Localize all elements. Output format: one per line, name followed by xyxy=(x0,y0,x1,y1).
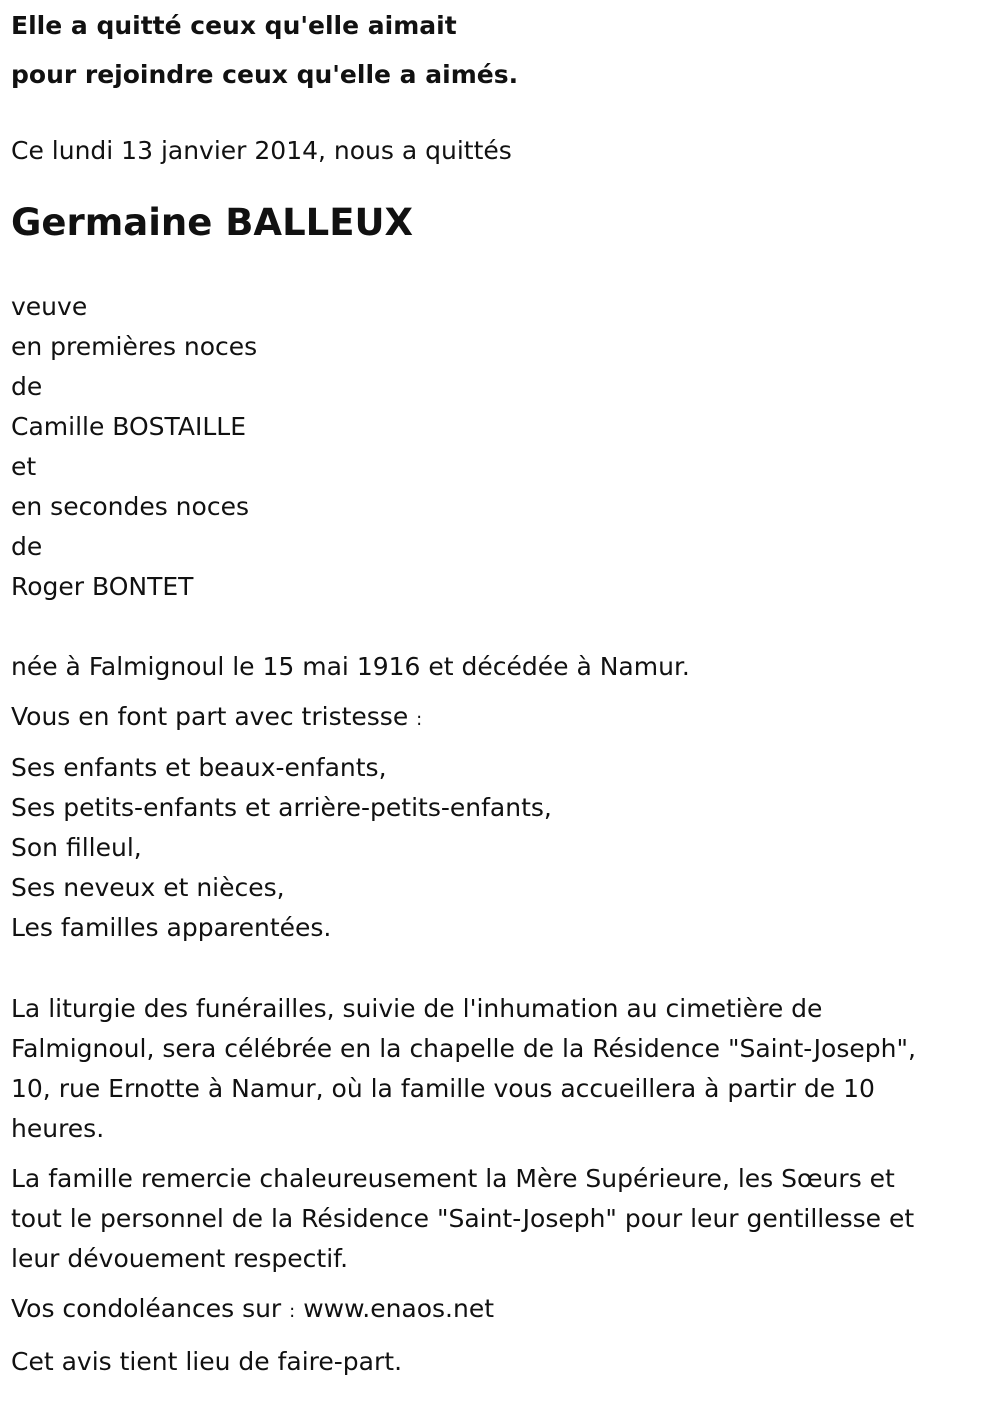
epitaph-quote xyxy=(11,1,986,99)
funeral-line: La liturgie des funérailles, suivie de l'inhumation au cimetière de xyxy=(11,994,823,1023)
family-list xyxy=(11,748,986,948)
marriage-line: de xyxy=(11,372,43,401)
funeral-line: Falmignoul, sera célébrée en la chapelle de la Résidence "Saint-Joseph", xyxy=(11,1034,916,1063)
closing-line: Cet avis tient lieu de faire-part. xyxy=(11,1347,403,1376)
condolences-colon: : xyxy=(289,1301,296,1322)
obituary-notice xyxy=(11,0,986,1382)
intro-line: Ce lundi 13 janvier 2014, nous a quittés xyxy=(11,136,512,165)
family-line: Les familles apparentées. xyxy=(11,913,332,942)
family-line: Son filleul, xyxy=(11,833,142,862)
family-line: Ses enfants et beaux-enfants, xyxy=(11,753,387,782)
announcement-text: Vous en font part avec tristesse xyxy=(11,702,409,731)
marriage-line: en secondes noces xyxy=(11,492,249,521)
condolences-line xyxy=(11,1289,986,1332)
condolences-text: Vos condoléances sur xyxy=(11,1294,282,1323)
thanks-line: La famille remercie chaleureusement la Mère Supérieure, les Sœurs et xyxy=(11,1164,895,1193)
epitaph-line-1: Elle a quitté ceux qu'elle aimait xyxy=(11,11,457,40)
epitaph-line-2: pour rejoindre ceux qu'elle a aimés. xyxy=(11,60,519,89)
marriage-line: de xyxy=(11,532,43,561)
marriage-line: Roger BONTET xyxy=(11,572,194,601)
announcement-colon: : xyxy=(416,709,423,730)
marriage-line: en premières noces xyxy=(11,332,258,361)
marriage-line: et xyxy=(11,452,37,481)
funeral-paragraph xyxy=(11,989,986,1149)
marriage-info xyxy=(11,287,986,607)
family-line: Ses neveux et nièces, xyxy=(11,873,285,902)
marriage-line: Camille BOSTAILLE xyxy=(11,412,247,441)
funeral-line: heures. xyxy=(11,1114,105,1143)
funeral-line: 10, rue Ernotte à Namur, où la famille vous accueillera à partir de 10 xyxy=(11,1074,875,1103)
announcement-line xyxy=(11,697,986,740)
thanks-line: tout le personnel de la Résidence "Saint-Joseph" pour leur gentillesse et xyxy=(11,1204,915,1233)
thanks-paragraph xyxy=(11,1159,986,1279)
family-line: Ses petits-enfants et arrière-petits-enfants, xyxy=(11,793,552,822)
thanks-line: leur dévouement respectif. xyxy=(11,1244,349,1273)
deceased-name: Germaine BALLEUX xyxy=(11,201,414,244)
condolences-link[interactable]: www.enaos.net xyxy=(303,1294,495,1323)
birth-death-line: née à Falmignoul le 15 mai 1916 et décédée à Namur. xyxy=(11,652,690,681)
marriage-line: veuve xyxy=(11,292,88,321)
